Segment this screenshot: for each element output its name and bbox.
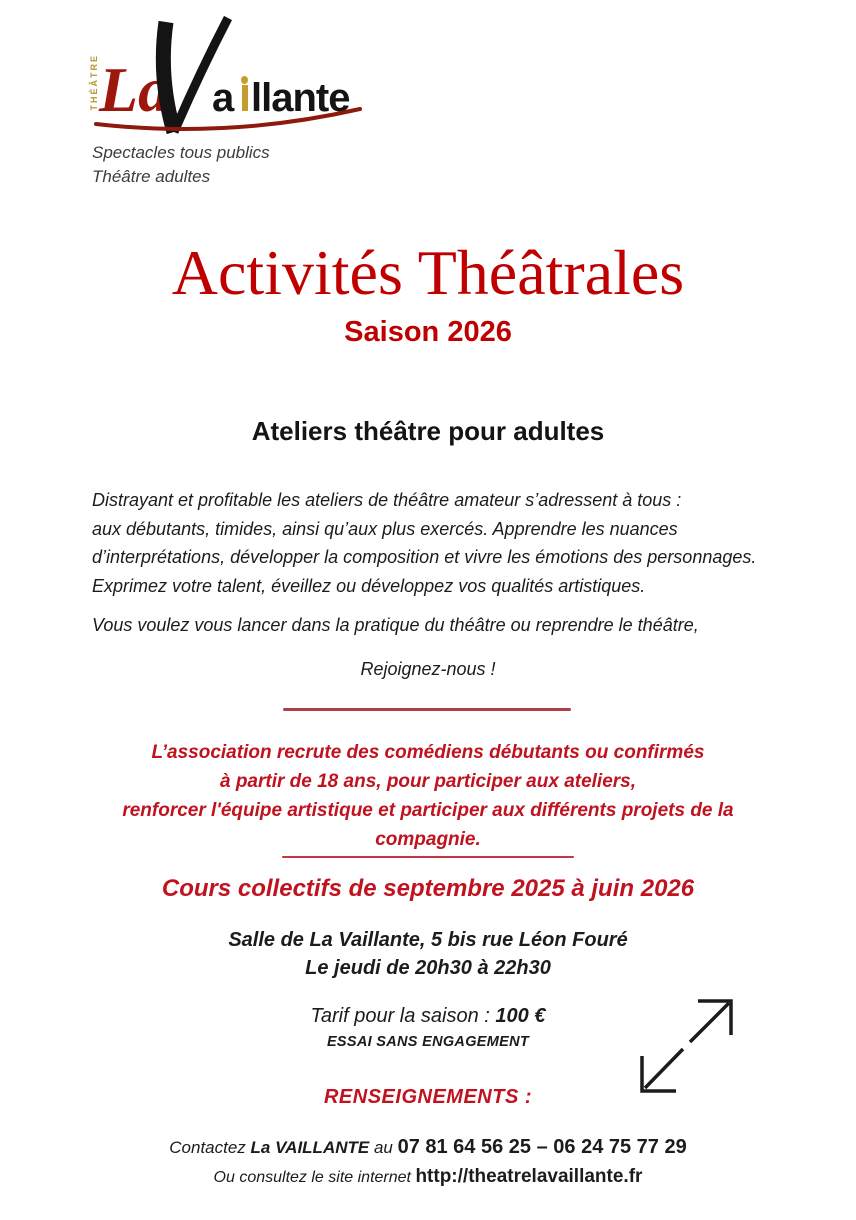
intro-line: d’interprétations, développer la composition et vivre les émotions des personnages. [92, 547, 757, 567]
logo-subtitle-line1: Spectacles tous publics [92, 143, 270, 162]
contact-name: La VAILLANTE [250, 1138, 370, 1157]
pricing-price: 100 € [495, 1005, 546, 1027]
website-line [0, 1166, 856, 1188]
recruitment-line: renforcer l'équipe artistique et participer aux différents projets de la [122, 800, 734, 821]
recruitment-line: L’association recrute des comédiens débutants ou confirmés [151, 742, 705, 763]
course-title: Cours collectifs de septembre 2025 à juin 2026 [161, 875, 695, 902]
website-prefix: Ou consultez le site internet [213, 1169, 416, 1186]
info-heading: RENSEIGNEMENTS : [323, 1086, 533, 1108]
logo-v-brushstroke-icon [88, 12, 373, 142]
divider-line [283, 708, 571, 711]
page-title: Activités Théâtrales [171, 237, 685, 308]
recruitment-notice [0, 738, 856, 854]
contact-mid: au [369, 1138, 398, 1157]
contact-phones: 07 81 64 56 25 – 06 24 75 77 29 [397, 1136, 687, 1158]
la-vaillante-logo [88, 12, 373, 142]
logo-subtitle-line2: Théâtre adultes [92, 167, 211, 186]
recruitment-line: compagnie. [375, 829, 481, 850]
contact-line [0, 1136, 856, 1159]
invitation-line: Vous voulez vous lancer dans la pratique du théâtre ou reprendre le théâtre, [92, 615, 699, 635]
trial-note: ESSAI SANS ENGAGEMENT [326, 1034, 530, 1050]
logo-text-a: a [212, 76, 234, 120]
logo-vertical-theatre-text: THÉÂTRE [89, 54, 99, 111]
intro-line: aux débutants, timides, ainsi qu’aux plus exercés. Apprendre les nuances [92, 518, 678, 539]
intro-line: Exprimez votre talent, éveillez ou développez vos qualités artistiques. [92, 575, 646, 596]
join-us-line: Rejoignez-nous ! [360, 659, 496, 679]
logo-text-llante: llante [251, 76, 350, 120]
section-heading: Ateliers théâtre pour adultes [251, 416, 605, 446]
course-schedule: Le jeudi de 20h30 à 22h30 [305, 957, 551, 979]
season-subtitle: Saison 2026 [344, 316, 512, 348]
course-venue: Salle de La Vaillante, 5 bis rue Léon Fouré [228, 929, 628, 951]
logo-subtitle [92, 141, 270, 189]
intro-line: Distrayant et profitable les ateliers de théâtre amateur s’adressent à tous : [92, 490, 682, 510]
logo-text-la: La [99, 54, 171, 125]
divider-line [282, 856, 574, 858]
intro-paragraph [92, 486, 756, 600]
contact-prefix: Contactez [169, 1138, 251, 1157]
recruitment-line: à partir de 18 ans, pour participer aux ateliers, [219, 771, 637, 792]
website-url: http://theatrelavaillante.fr [415, 1166, 643, 1187]
diagonal-resize-arrow-icon [628, 990, 746, 1108]
pricing-label: Tarif pour la saison : [310, 1005, 496, 1027]
